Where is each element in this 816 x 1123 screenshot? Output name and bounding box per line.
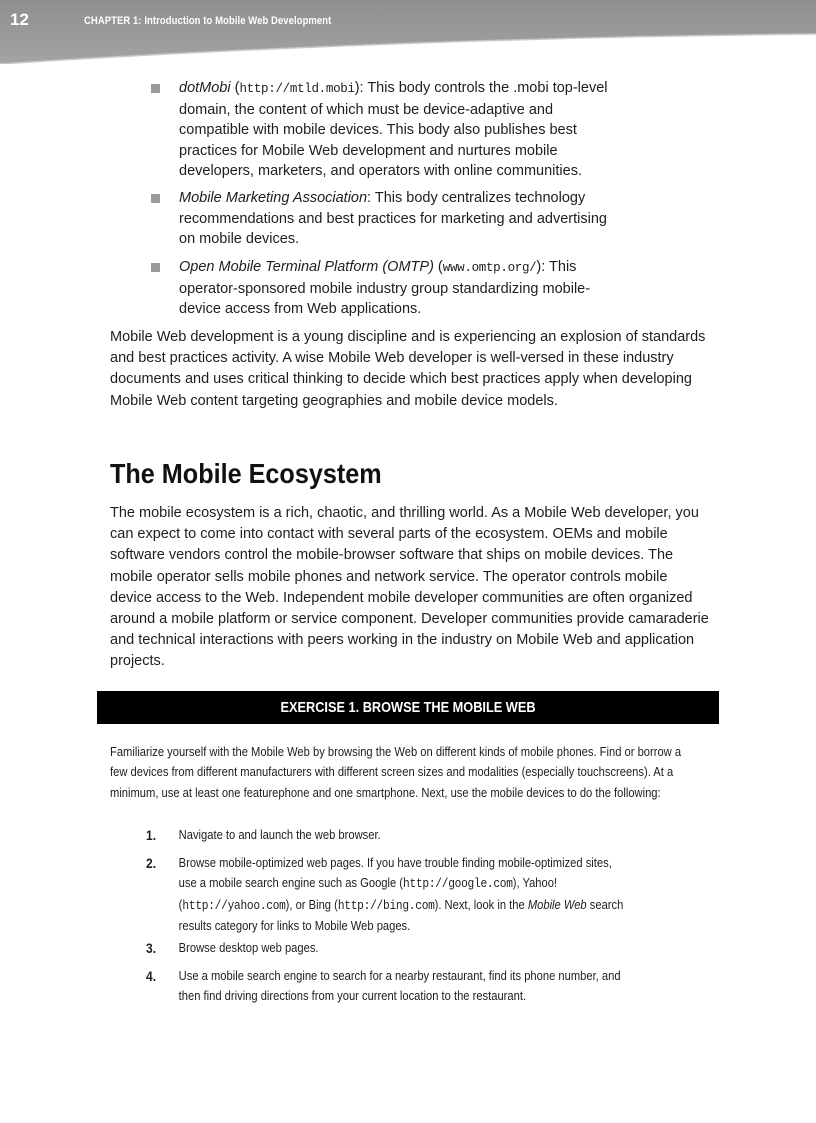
step-text-part: ), or Bing ( [285,896,338,912]
exercise-title-bar [97,691,719,724]
yahoo-url[interactable]: http://yahoo.com [182,897,286,913]
chapter-title: CHAPTER 1: Introduction to Mobile Web Development [84,15,332,27]
bullet-square-icon [151,263,160,272]
step-text [179,853,628,937]
bullet-square-icon [151,194,160,203]
exercise-title: EXERCISE 1. BROWSE THE MOBILE WEB [280,699,536,716]
exercise-step-1 [146,825,628,845]
step-number: 2. [146,855,157,871]
bullet-item-dotmobi [153,78,613,182]
bullet-item-omtp [153,257,613,320]
step-text: Browse desktop web pages. [178,940,319,955]
bullet-description: : This body centralizes technology recommendations and best practices for marketing and advertising on mobile devices. [179,190,607,247]
org-url[interactable]: http://mtld.mobi [239,82,355,96]
step-text-part: ), Yahoo! ( [178,875,558,912]
step-text: Use a mobile search engine to search for a nearby restaurant, find its phone number, and then find driving directions from your current location to the restaurant. [178,968,621,1004]
bullet-square-icon [151,84,160,93]
step-text-part: ). Next, look in the [434,896,528,912]
bullet-item-mma [153,188,613,250]
step-text-part: Browse mobile-optimized web pages. If you have trouble finding mobile-optimized sites, use a mobile search engine such as Google ( [178,855,612,891]
bullet-description: : This operator-sponsored mobile industry group standardizing mobile-device access from Web applications. [179,259,591,317]
page-number: 12 [10,10,29,29]
exercise-step-4 [146,966,628,1007]
exercise-intro: Familiarize yourself with the Mobile Web by browsing the Web on different kinds of mobile phones. Find or borrow a few devices from different manufacturers with different screen sizes and modalities (especially touchscreens). At a minimum, use at least one featurephone and one smartphone. Next, use the mobile devices to do the following: [110,744,682,800]
bullet-text [179,188,613,250]
bullet-description: : This body controls the .mobi top-level domain, the content of which must be device-adaptive and compatible with mobile devices. This body also publishes best practices for Mobile Web development and nurtures mobile developers, marketers, and operators with online communities. [179,80,608,179]
emphasis-text: Mobile Web [527,896,587,912]
org-name: Mobile Marketing Association [179,190,368,206]
exercise-step-2 [146,853,628,937]
exercise-step-3 [146,938,628,958]
org-name: Open Mobile Terminal Platform (OMTP) [179,259,434,275]
chapter-header-band [0,0,816,64]
bing-url[interactable]: http://bing.com [337,897,435,913]
org-url[interactable]: www.omtp.org/ [442,261,537,275]
header-band-shape [0,0,816,64]
step-number: 3. [146,940,157,956]
step-number: 1. [146,827,157,843]
org-name: dotMobi [179,80,231,96]
bullet-text: dotMobi (http://mtld.mobi): This body controls the .mobi top-level domain, the content of which must be device-adaptive and compatible with mobile devices. This body also publishes best practices for Mobile Web development and nurtures mobile developers, marketers, and operators with online communities. [179,80,608,179]
step-text: Navigate to and launch the web browser. [178,827,381,842]
section-paragraph: The mobile ecosystem is a rich, chaotic, and thrilling world. As a Mobile Web developer, you can expect to come into contact with several parts of the ecosystem. OEMs and mobile software vendors control the mobile-browser software that ships on mobile devices. The mobile operator sells mobile phones and network service. The operator controls mobile device access to the Web. Independent mobile developer communities are often organized around a mobile platform or service component. Developer communities provide camaraderie and technical interactions with peers working in the industry on Mobile Web and application projects. [110,505,709,670]
section-title: The Mobile Ecosystem [110,458,382,489]
intro-paragraph: Mobile Web development is a young discipline and is experiencing an explosion of standards and best practices activity. A wise Mobile Web developer is well-versed in these industry documents and uses critical thinking to decide which best practices apply when developing Mobile Web content targeting geographies and mobile device models. [110,329,706,409]
google-url[interactable]: http://google.com [403,876,513,892]
step-number: 4. [146,968,157,984]
bullet-text: Open Mobile Terminal Platform (OMTP) (www.omtp.org/): This operator-sponsored mobile industry group standardizing mobile-device access from Web applications. [179,259,591,317]
step-text-part: search results category for links to Mobile Web pages. [178,896,624,934]
